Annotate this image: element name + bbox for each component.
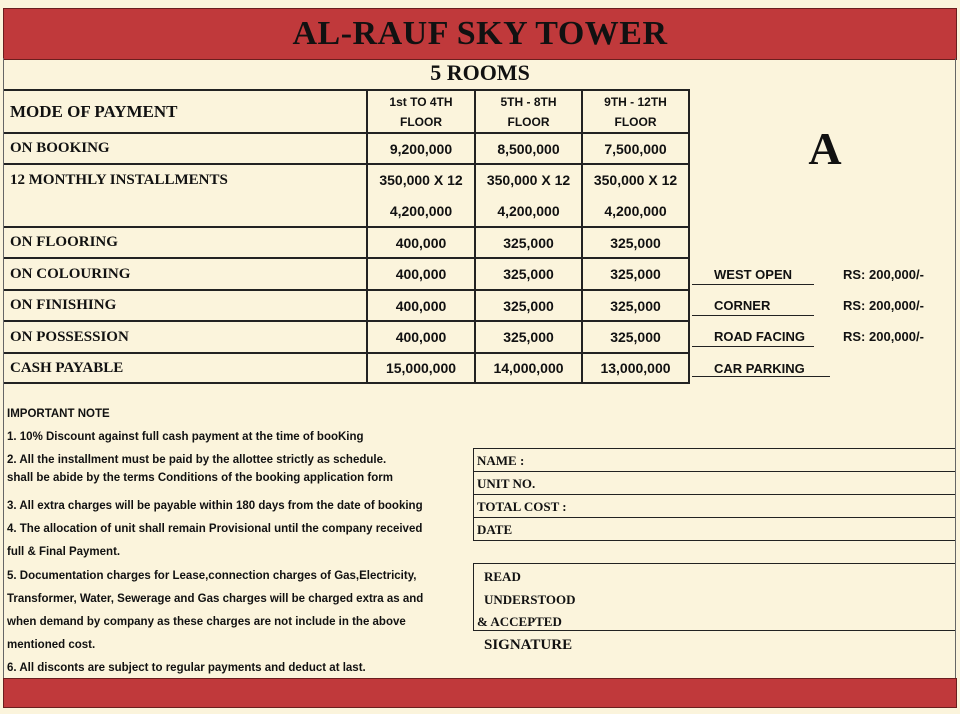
- title-banner: [3, 8, 957, 60]
- total-cost-field-label: TOTAL COST :: [477, 499, 567, 514]
- notes-heading: IMPORTANT NOTE: [7, 408, 110, 420]
- extra-label: WEST OPEN: [714, 267, 793, 282]
- extra-price: RS: 200,000/-: [843, 298, 924, 313]
- form-rule: [473, 494, 955, 495]
- name-field-label: NAME :: [477, 453, 525, 468]
- form-rule: [473, 563, 955, 564]
- signature-label: SIGNATURE: [484, 637, 573, 653]
- table-cell: 4,200,000: [497, 203, 560, 219]
- table-cell: 400,000: [395, 297, 447, 314]
- table-cell: 400,000: [395, 329, 447, 345]
- column-header: 5TH - 8TH FLOOR: [500, 94, 557, 129]
- note-line: 1. 10% Discount against full cash payment at the time of booKing: [7, 431, 364, 443]
- extra-label: CAR PARKING: [714, 361, 805, 376]
- page-title: AL-RAUF SKY TOWER: [292, 15, 668, 52]
- form-rule: [473, 563, 474, 630]
- date-field-label: DATE: [477, 522, 513, 537]
- extra-underline: [692, 346, 814, 347]
- form-rule: [473, 630, 955, 631]
- table-cell: 400,000: [395, 266, 447, 282]
- extra-label: ROAD FACING: [714, 329, 805, 344]
- form-rule: [473, 517, 955, 518]
- extra-underline: [692, 376, 830, 377]
- form-rule: [473, 471, 955, 472]
- table-cell: 15,000,000: [385, 360, 457, 376]
- footer-banner: [3, 678, 957, 708]
- table-cell: 325,000: [503, 266, 554, 282]
- note-line: mentioned cost.: [7, 639, 96, 651]
- ack-accepted: & ACCEPTED: [477, 614, 562, 629]
- table-cell: 9,200,000: [389, 140, 453, 157]
- table-cell: 350,000 X 12: [486, 172, 571, 188]
- form-rule: [473, 448, 474, 540]
- note-line: 2. All the installment must be paid by the allottee strictly as schedule.: [7, 454, 387, 466]
- table-rule: [4, 382, 690, 384]
- table-cell: 7,500,000: [604, 140, 667, 157]
- table-cell: 325,000: [610, 329, 661, 345]
- note-line: Transformer, Water, Sewerage and Gas charges will be charged extra as and: [7, 593, 424, 605]
- row-label: ON FLOORING: [10, 234, 118, 250]
- table-cell: 325,000: [503, 297, 554, 314]
- extra-price: RS: 200,000/-: [843, 267, 924, 282]
- sheet-border-right: [955, 58, 956, 678]
- table-cell: 4,200,000: [604, 203, 667, 219]
- row-label: ON FINISHING: [10, 297, 117, 313]
- table-cell: 4,200,000: [389, 203, 453, 219]
- column-header: 9TH - 12TH FLOOR: [604, 94, 667, 129]
- ack-understood: UNDERSTOOD: [484, 592, 576, 607]
- row-label: ON COLOURING: [10, 265, 131, 282]
- row-label: ON POSSESSION: [10, 328, 129, 345]
- unit-no-field-label: UNIT NO.: [477, 476, 536, 491]
- form-rule: [473, 448, 955, 449]
- table-cell: 350,000 X 12: [379, 172, 463, 188]
- extra-underline: [692, 315, 814, 316]
- note-line: full & Final Payment.: [7, 546, 121, 558]
- note-line: 4. The allocation of unit shall remain Provisional until the company received: [7, 523, 423, 535]
- note-line: 3. All extra charges will be payable within 180 days from the date of booking: [7, 500, 423, 512]
- row-label: 12 MONTHLY INSTALLMENTS: [10, 171, 228, 188]
- column-header: 1st TO 4TH FLOOR: [389, 94, 453, 129]
- extra-price: RS: 200,000/-: [843, 329, 924, 344]
- row-label: ON BOOKING: [10, 140, 110, 156]
- unit-type-title: 5 ROOMS: [430, 60, 530, 85]
- table-cell: 325,000: [610, 297, 661, 314]
- note-line: 6. All disconts are subject to regular payments and deduct at last.: [7, 662, 366, 674]
- note-line: 5. Documentation charges for Lease,connection charges of Gas,Electricity,: [7, 570, 417, 582]
- table-cell: 8,500,000: [497, 140, 560, 157]
- table-cell: 325,000: [503, 329, 554, 345]
- table-cell: 14,000,000: [493, 360, 564, 376]
- mode-of-payment-header: MODE OF PAYMENT: [10, 101, 178, 121]
- table-col-rule: [688, 89, 690, 384]
- table-cell: 325,000: [503, 234, 554, 251]
- ack-read: READ: [484, 569, 521, 584]
- form-rule: [473, 540, 955, 541]
- note-line: when demand by company as these charges are not include in the above: [7, 616, 406, 628]
- extra-underline: [692, 284, 814, 285]
- category-letter: A: [808, 123, 842, 174]
- note-line: shall be abide by the terms Conditions of the booking application form: [7, 472, 393, 484]
- extra-label: CORNER: [714, 298, 771, 313]
- table-cell: 13,000,000: [600, 360, 671, 376]
- row-label: CASH PAYABLE: [10, 359, 124, 376]
- table-cell: 350,000 X 12: [593, 172, 678, 188]
- table-cell: 325,000: [610, 234, 661, 251]
- table-cell: 400,000: [395, 234, 447, 251]
- table-cell: 325,000: [610, 266, 661, 282]
